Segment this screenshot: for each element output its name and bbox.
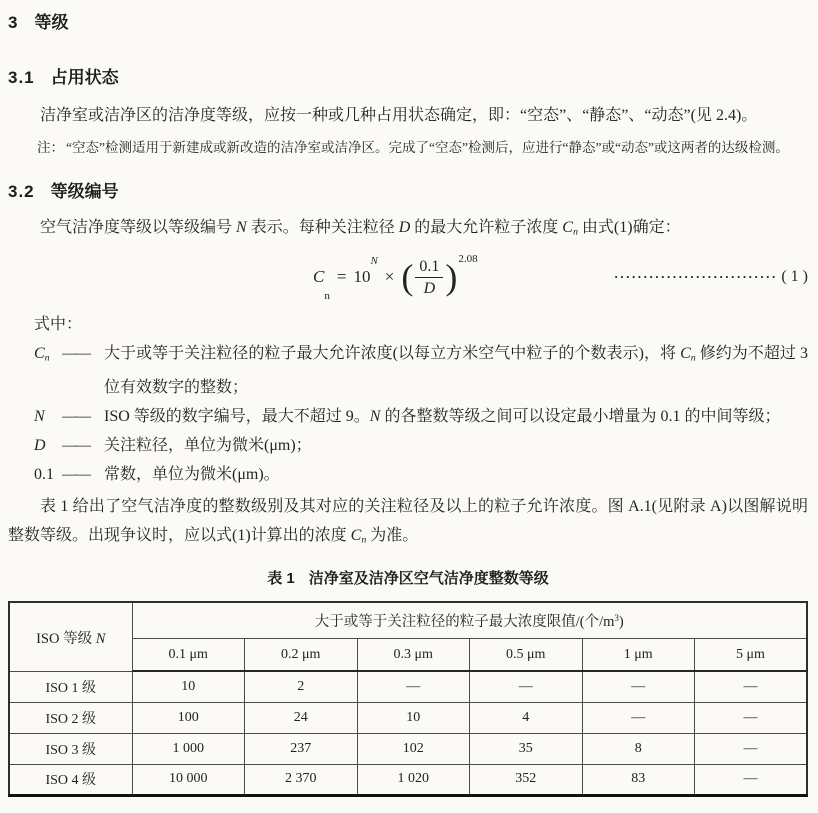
definition-D xyxy=(8,431,808,460)
header-size-5um: 5 μm xyxy=(695,638,808,671)
value-cell: 2 xyxy=(245,671,358,702)
paragraph-occupancy: 洁净室或洁净区的洁净度等级，应按一种或几种占用状态确定，即：“空态”、“静态”、“动态”(见 2.4)。 xyxy=(40,107,758,124)
value-cell: — xyxy=(582,702,695,733)
definition-dash: —— xyxy=(62,407,88,425)
value-cell: — xyxy=(357,671,470,702)
value-cell: 2 370 xyxy=(245,764,358,795)
value-cell: 4 xyxy=(470,702,583,733)
table-row-iso-4 xyxy=(9,764,807,795)
header-size-0-3um: 0.3 μm xyxy=(357,638,470,671)
section-3-2-title: 等级编号 xyxy=(50,182,119,201)
table-caption xyxy=(8,567,808,588)
left-parenthesis: ( xyxy=(401,257,414,298)
value-cell: 8 xyxy=(582,733,695,764)
definition-term-Cn: Cn xyxy=(34,345,50,364)
value-cell: 83 xyxy=(582,764,695,795)
equation-dot-leader: ···························· xyxy=(613,269,778,285)
header-size-0-5um: 0.5 μm xyxy=(470,638,583,671)
multiplication-sign: × xyxy=(384,267,395,287)
definition-term-D: D xyxy=(34,436,46,454)
header-size-0-1um: 0.1 μm xyxy=(132,638,245,671)
header-size-0-2um: 0.2 μm xyxy=(245,638,358,671)
equation-Cn-subscript: n xyxy=(324,290,330,303)
section-3-1-heading xyxy=(8,63,808,88)
value-cell: 10 xyxy=(132,671,245,702)
note-paragraph xyxy=(8,134,808,161)
equation-body xyxy=(313,252,478,303)
definition-dash: —— xyxy=(62,465,88,483)
value-cell: 102 xyxy=(357,733,470,764)
value-cell: — xyxy=(470,671,583,702)
equation-base-10: 10 xyxy=(353,267,371,287)
header-concentration-limit: 大于或等于关注粒径的粒子最大浓度限值/(个$/m^3$) xyxy=(132,602,807,638)
definition-text-N: ISO 等级的数字编号，最大不超过 9。N 的各整数等级之间可以设定最小增量为 0.1 的中间等级； xyxy=(104,407,781,425)
fraction-denominator-D: D xyxy=(423,279,436,297)
row-label-cell: ISO 3 级 xyxy=(9,733,132,764)
table-caption-number: 表 1 xyxy=(267,570,295,588)
section-3-1-number: 3.1 xyxy=(8,68,35,87)
definition-term-0-1: 0.1 xyxy=(34,465,54,483)
value-cell: 237 xyxy=(245,733,358,764)
header-size-1um: 1 μm xyxy=(582,638,695,671)
definition-text-Cn: 大于或等于关注粒径的粒子最大允许浓度(以每立方米空气中粒子的个数表示)，将 Cn 修约为不超过 3 位有效数字的整数； xyxy=(104,345,808,396)
row-label-cell: ISO 1 级 xyxy=(9,671,132,702)
value-cell: 10 xyxy=(357,702,470,733)
value-cell: 24 xyxy=(245,702,358,733)
definition-0-1 xyxy=(8,460,808,489)
section-3-1-title: 占用状态 xyxy=(50,68,119,87)
value-cell: 352 xyxy=(470,764,583,795)
definition-text-0-1: 常数，单位为微米(μm)。 xyxy=(104,465,280,483)
cleanliness-class-table xyxy=(8,601,808,797)
definition-Cn xyxy=(8,339,808,401)
section-3-number: 3 xyxy=(8,13,19,32)
table-caption-title: 洁净室及洁净区空气洁净度整数等级 xyxy=(308,570,549,588)
value-cell: — xyxy=(695,702,808,733)
value-cell: 100 xyxy=(132,702,245,733)
equation-exponent-2-08: 2.08 xyxy=(458,252,478,265)
table-header-row-1 xyxy=(9,602,807,638)
definition-dash: —— xyxy=(62,345,88,363)
equals-sign: = xyxy=(336,267,347,287)
value-cell: 35 xyxy=(470,733,583,764)
table-row-iso-3 xyxy=(9,733,807,764)
section-3-2-number: 3.2 xyxy=(8,182,35,201)
paragraph-class-number: 空气洁净度等级以等级编号 N 表示。每种关注粒径 D 的最大允许粒子浓度 Cn 由式(1)确定： xyxy=(40,219,681,238)
note-text: “空态”检测适用于新建成或新改造的洁净室或洁净区。完成了“空态”检测后，应进行“静态”或“动态”或这两者的达级检测。 xyxy=(66,140,789,155)
row-label-cell: ISO 2 级 xyxy=(9,702,132,733)
right-parenthesis: ) xyxy=(445,257,458,298)
equation-Cn-symbol: C xyxy=(313,267,325,287)
value-cell: 1 000 xyxy=(132,733,245,764)
definition-term-N: N xyxy=(34,407,45,425)
value-cell: — xyxy=(582,671,695,702)
value-cell: — xyxy=(695,764,808,795)
section-3-2-heading xyxy=(8,177,808,202)
equation-exponent-N: N xyxy=(370,254,378,267)
section-3-title: 等级 xyxy=(34,13,69,32)
table-row-iso-2 xyxy=(9,702,807,733)
fraction xyxy=(415,257,443,298)
value-cell: — xyxy=(695,733,808,764)
definition-text-D: 关注粒径，单位为微米(μm)； xyxy=(104,436,312,454)
fraction-numerator: 0.1 xyxy=(415,257,443,278)
equation-number: ( 1 ) xyxy=(781,268,808,286)
where-label: 式中： xyxy=(34,316,83,334)
value-cell: 1 020 xyxy=(357,764,470,795)
definition-dash: —— xyxy=(62,436,88,454)
value-cell: 10 000 xyxy=(132,764,245,795)
header-iso-class-N: ISO 等级 N xyxy=(9,602,132,671)
note-label: 注： xyxy=(37,140,64,155)
definition-N xyxy=(8,402,808,431)
section-3-heading xyxy=(8,8,808,33)
definition-list xyxy=(8,339,808,488)
value-cell: — xyxy=(695,671,808,702)
equation-1 xyxy=(8,251,808,303)
table-row-iso-1 xyxy=(9,671,807,702)
row-label-cell: ISO 4 级 xyxy=(9,764,132,795)
paragraph-table-intro: 表 1 给出了空气洁净度的整数级别及其对应的关注粒径及以上的粒子允许浓度。图 A.1(见附录 A)以图解说明整数等级。出现争议时，应以式(1)计算出的浓度 Cn 为准。 xyxy=(8,497,808,546)
